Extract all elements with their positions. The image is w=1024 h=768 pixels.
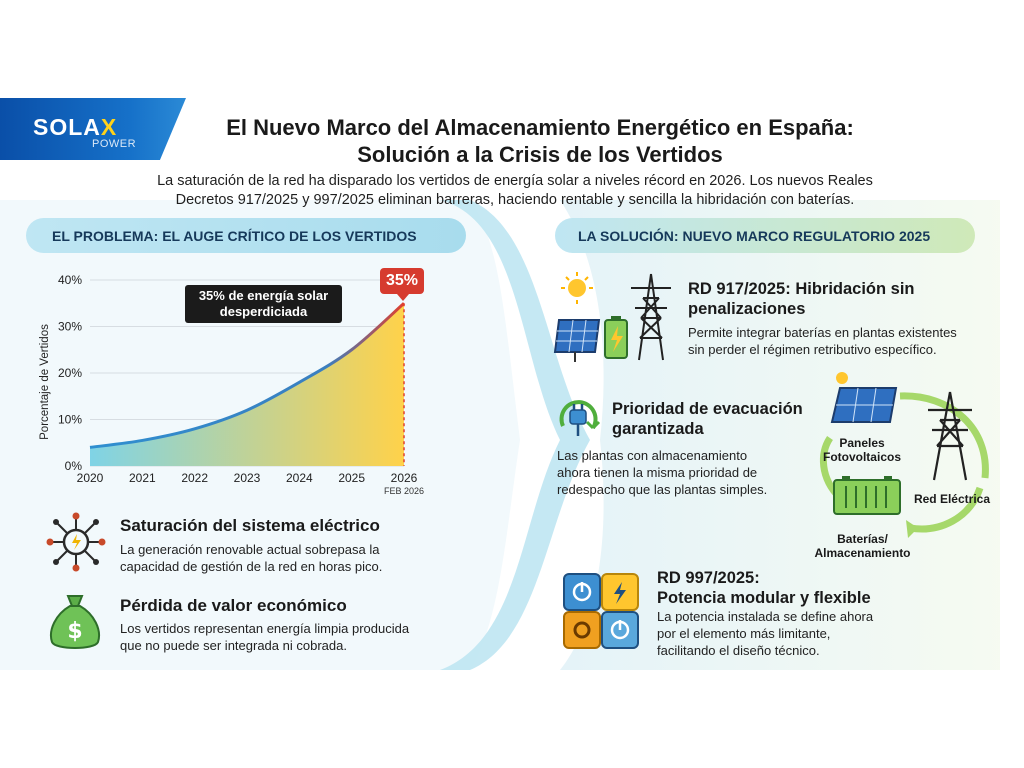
logo-subtitle: POWER <box>92 138 137 150</box>
logo <box>33 114 117 141</box>
subtitle-line-2: Decretos 917/2025 y 997/2025 eliminan barreras, haciendo rentable y sencilla la hibridación con baterías. <box>175 192 855 208</box>
plug-cycle-icon <box>553 394 603 444</box>
chart-x-tick-label: 2025 <box>338 471 366 485</box>
solution-item-1-title <box>688 279 915 319</box>
solution-item-2-text-line-1: Las plantas con almacenamiento <box>557 448 748 463</box>
solution-item-3-text-line-1: La potencia instalada se define ahora <box>657 609 874 624</box>
page-subtitle <box>120 172 910 210</box>
money-bag-icon <box>46 590 104 654</box>
chart-x-tick-label: 2020 <box>76 471 104 485</box>
cycle-label-panels-line-1: Paneles <box>839 436 885 450</box>
chart-x-tick-label: 2023 <box>233 471 261 485</box>
title-line-2: Solución a la Crisis de los Vertidos <box>357 142 723 167</box>
cycle-label-panels-line-2: Fotovoltaicos <box>822 450 901 464</box>
puzzle-icon <box>562 572 642 652</box>
solution-item-3-title <box>657 568 871 608</box>
chart-y-tick-label: 10% <box>57 412 82 427</box>
cycle-label-grid: Red Eléctrica <box>913 492 991 506</box>
solution-item-2-title <box>612 399 803 439</box>
chart-x-tick-label: 2022 <box>181 471 209 485</box>
solution-item-2-title-line-1: Prioridad de evacuación <box>612 400 803 418</box>
solution-item-3-text-line-3: facilitando el diseño técnico. <box>657 643 820 658</box>
callout-line-1: 35% de energía solar <box>198 288 329 303</box>
chart-y-tick-label: 40% <box>57 273 82 287</box>
problem-item-2-title: Pérdida de valor económico <box>120 596 347 615</box>
solution-item-3-title-line-1: RD 997/2025: <box>657 569 760 587</box>
solution-item-2-title-line-2: garantizada <box>612 420 704 438</box>
chart-callout <box>185 285 342 323</box>
chart-y-tick-label: 30% <box>57 319 82 334</box>
subtitle-line-1: La saturación de la red ha disparado los vertidos de energía solar a niveles récord en 2026. Los nuevos Reales <box>157 173 873 189</box>
solution-item-2-text-line-2: ahora tienen la misma prioridad de <box>557 465 758 480</box>
cycle-label-battery-line-1: Baterías/ <box>837 532 888 546</box>
solution-item-3-text <box>657 608 873 659</box>
problem-item-2-text <box>120 620 409 654</box>
cycle-label-panels <box>812 436 912 464</box>
solution-item-1-text-line-2: sin perder el régimen retributivo específico. <box>688 342 937 357</box>
solution-item-1-title-line-2: penalizaciones <box>688 300 806 318</box>
page-title <box>180 114 900 168</box>
chart-value-badge: 35% <box>380 268 424 294</box>
chart-y-tick-label: 0% <box>64 459 82 473</box>
chart-y-tick-label: 20% <box>57 366 82 380</box>
battery-icon <box>834 476 900 514</box>
logo-main-text: SOLA <box>33 114 101 140</box>
solution-item-2-text <box>557 447 767 498</box>
solution-item-3-text-line-2: por el elemento más limitante, <box>657 626 831 641</box>
svg-text:$: $ <box>67 619 83 644</box>
chart-x-tick-label: 2026 <box>390 471 418 485</box>
problem-item-1-text-line-2: capacidad de gestión de la red en horas pico. <box>120 559 383 574</box>
chart-y-axis-label: Porcentaje de Vertidos <box>39 324 51 440</box>
solution-band-label: LA SOLUCIÓN: NUEVO MARCO REGULATORIO 2025 <box>578 228 931 244</box>
callout-line-2: desperdiciada <box>219 304 308 319</box>
problem-item-1-text <box>120 541 382 575</box>
chart-x-tick-label: 2024 <box>285 471 313 485</box>
chart-x-tick-sublabel: FEB 2026 <box>383 486 425 496</box>
solution-item-1-text <box>688 324 957 358</box>
solar-battery-tower-icon <box>553 268 678 368</box>
problem-item-2-text-line-1: Los vertidos representan energía limpia producida <box>120 621 410 636</box>
cycle-label-battery <box>805 532 920 560</box>
solution-item-1-title-line-1: RD 917/2025: Hibridación sin <box>688 280 915 298</box>
cycle-label-battery-line-2: Almacenamiento <box>814 546 911 560</box>
problem-item-1-title: Saturación del sistema eléctrico <box>120 516 380 535</box>
solar-panel-icon <box>832 372 896 422</box>
chart-x-tick-label: 2021 <box>128 471 156 485</box>
solution-item-2-text-line-3: redespacho que las plantas simples. <box>557 482 768 497</box>
problem-item-1-text-line-1: La generación renovable actual sobrepasa la <box>120 542 380 557</box>
network-icon <box>44 510 108 574</box>
title-line-1: El Nuevo Marco del Almacenamiento Energético en España: <box>226 115 854 140</box>
problem-item-2-text-line-2: que no puede ser integrada ni cobrada. <box>120 638 347 653</box>
problem-band-label: EL PROBLEMA: EL AUGE CRÍTICO DE LOS VERTIDOS <box>52 228 417 244</box>
solution-item-1-text-line-1: Permite integrar baterías en plantas existentes <box>688 325 957 340</box>
logo-x-text: X <box>100 114 118 140</box>
solution-item-3-title-line-2: Potencia modular y flexible <box>657 589 871 607</box>
